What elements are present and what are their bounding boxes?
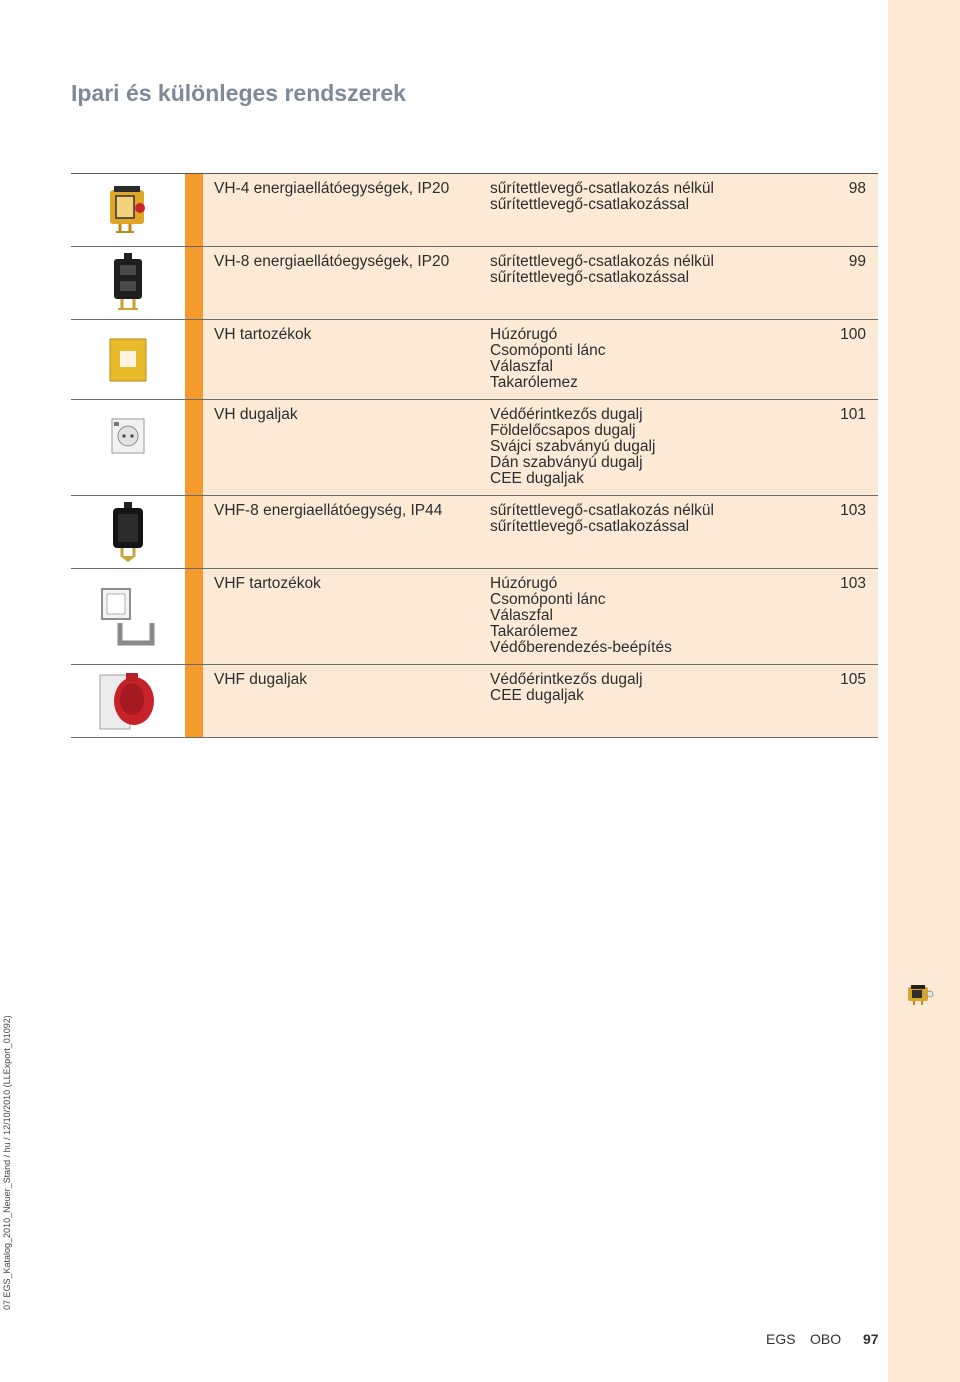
- row-item: Csomóponti lánc: [490, 591, 606, 608]
- product-thumbnail: [71, 400, 185, 495]
- table-row: [71, 665, 878, 738]
- row-item: Csomóponti lánc: [490, 342, 606, 359]
- row-title: VH-4 energiaellátóegységek, IP20: [214, 180, 450, 197]
- row-title: VHF dugaljak: [214, 671, 308, 688]
- cee-socket-icon: [96, 669, 160, 733]
- accent-bar: [185, 400, 203, 495]
- product-thumbnail: [71, 174, 185, 246]
- row-item: Takarólemez: [490, 623, 578, 640]
- yellow-unit-icon: [106, 184, 150, 236]
- row-items: [490, 672, 806, 729]
- row-page-number: 105: [840, 671, 866, 688]
- accent-bar: [185, 174, 203, 246]
- row-page-number: 98: [848, 180, 866, 197]
- table-row: [71, 569, 878, 665]
- black-unit-icon: [108, 251, 148, 315]
- accent-bar: [185, 569, 203, 664]
- product-thumbnail: [71, 569, 185, 664]
- row-item: sűrítettlevegő-csatlakozással: [490, 518, 690, 535]
- row-title: VH tartozékok: [214, 326, 312, 343]
- unit-thumbnail-icon: [906, 984, 934, 1011]
- row-item: CEE dugaljak: [490, 470, 584, 487]
- table-row: [71, 247, 878, 320]
- cover-plate-icon: [108, 337, 148, 383]
- row-page-number: 99: [848, 253, 866, 270]
- row-title: VHF-8 energiaellátóegység, IP44: [214, 502, 443, 519]
- row-item: Húzórugó: [490, 326, 558, 343]
- row-item: Földelőcsapos dugalj: [490, 422, 636, 439]
- accent-bar: [185, 496, 203, 568]
- right-margin-strip: [888, 0, 960, 1382]
- row-title: VH dugaljak: [214, 406, 298, 423]
- footer-brand-egs: EGS: [766, 1331, 796, 1347]
- product-thumbnail: [71, 496, 185, 568]
- catalog-table: [71, 173, 878, 738]
- product-thumbnail: [71, 247, 185, 319]
- row-item: Védőérintkezős dugalj: [490, 671, 643, 688]
- row-item: Válaszfal: [490, 607, 553, 624]
- row-item: sűrítettlevegő-csatlakozás nélkül: [490, 502, 715, 519]
- row-item: Válaszfal: [490, 358, 553, 375]
- row-title: VH-8 energiaellátóegységek, IP20: [214, 253, 450, 270]
- row-items: [490, 327, 806, 391]
- row-items: [490, 576, 806, 656]
- footer-brand-obo: OBO: [810, 1331, 842, 1347]
- accent-bar: [185, 247, 203, 319]
- row-item: Húzórugó: [490, 575, 558, 592]
- row-item: sűrítettlevegő-csatlakozással: [490, 196, 690, 213]
- row-item: sűrítettlevegő-csatlakozás nélkül: [490, 180, 715, 197]
- product-thumbnail: [71, 665, 185, 737]
- row-item: Takarólemez: [490, 374, 578, 391]
- row-page-number: 103: [840, 502, 866, 519]
- row-title: VHF tartozékok: [214, 575, 321, 592]
- bracket-icon: [98, 585, 158, 649]
- row-item: Dán szabványú dugalj: [490, 454, 643, 471]
- page-title: Ipari és különleges rendszerek: [71, 80, 406, 106]
- accent-bar: [185, 320, 203, 399]
- row-item: Svájci szabványú dugalj: [490, 438, 656, 455]
- row-items: [490, 181, 806, 238]
- table-row: [71, 320, 878, 400]
- row-item: sűrítettlevegő-csatlakozás nélkül: [490, 253, 715, 270]
- row-items: [490, 407, 806, 487]
- row-items: [490, 503, 806, 560]
- row-item: Védőberendezés-beépítés: [490, 639, 672, 656]
- footer-page-number: 97: [863, 1331, 879, 1347]
- table-row: [71, 174, 878, 247]
- side-print-info: 07 EGS_Katalog_2010_Neuer_Stand / hu / 12/10/2010 (LLExport_01092): [2, 1015, 12, 1310]
- table-row: [71, 496, 878, 569]
- black-unit-icon: [108, 500, 148, 564]
- row-page-number: 101: [840, 406, 866, 423]
- row-item: Védőérintkezős dugalj: [490, 406, 643, 423]
- row-page-number: 103: [840, 575, 866, 592]
- row-item: CEE dugaljak: [490, 687, 584, 704]
- table-row: [71, 400, 878, 496]
- product-thumbnail: [71, 320, 185, 399]
- socket-icon: [111, 418, 145, 454]
- row-item: sűrítettlevegő-csatlakozással: [490, 269, 690, 286]
- row-items: [490, 254, 806, 311]
- row-page-number: 100: [840, 326, 866, 343]
- accent-bar: [185, 665, 203, 737]
